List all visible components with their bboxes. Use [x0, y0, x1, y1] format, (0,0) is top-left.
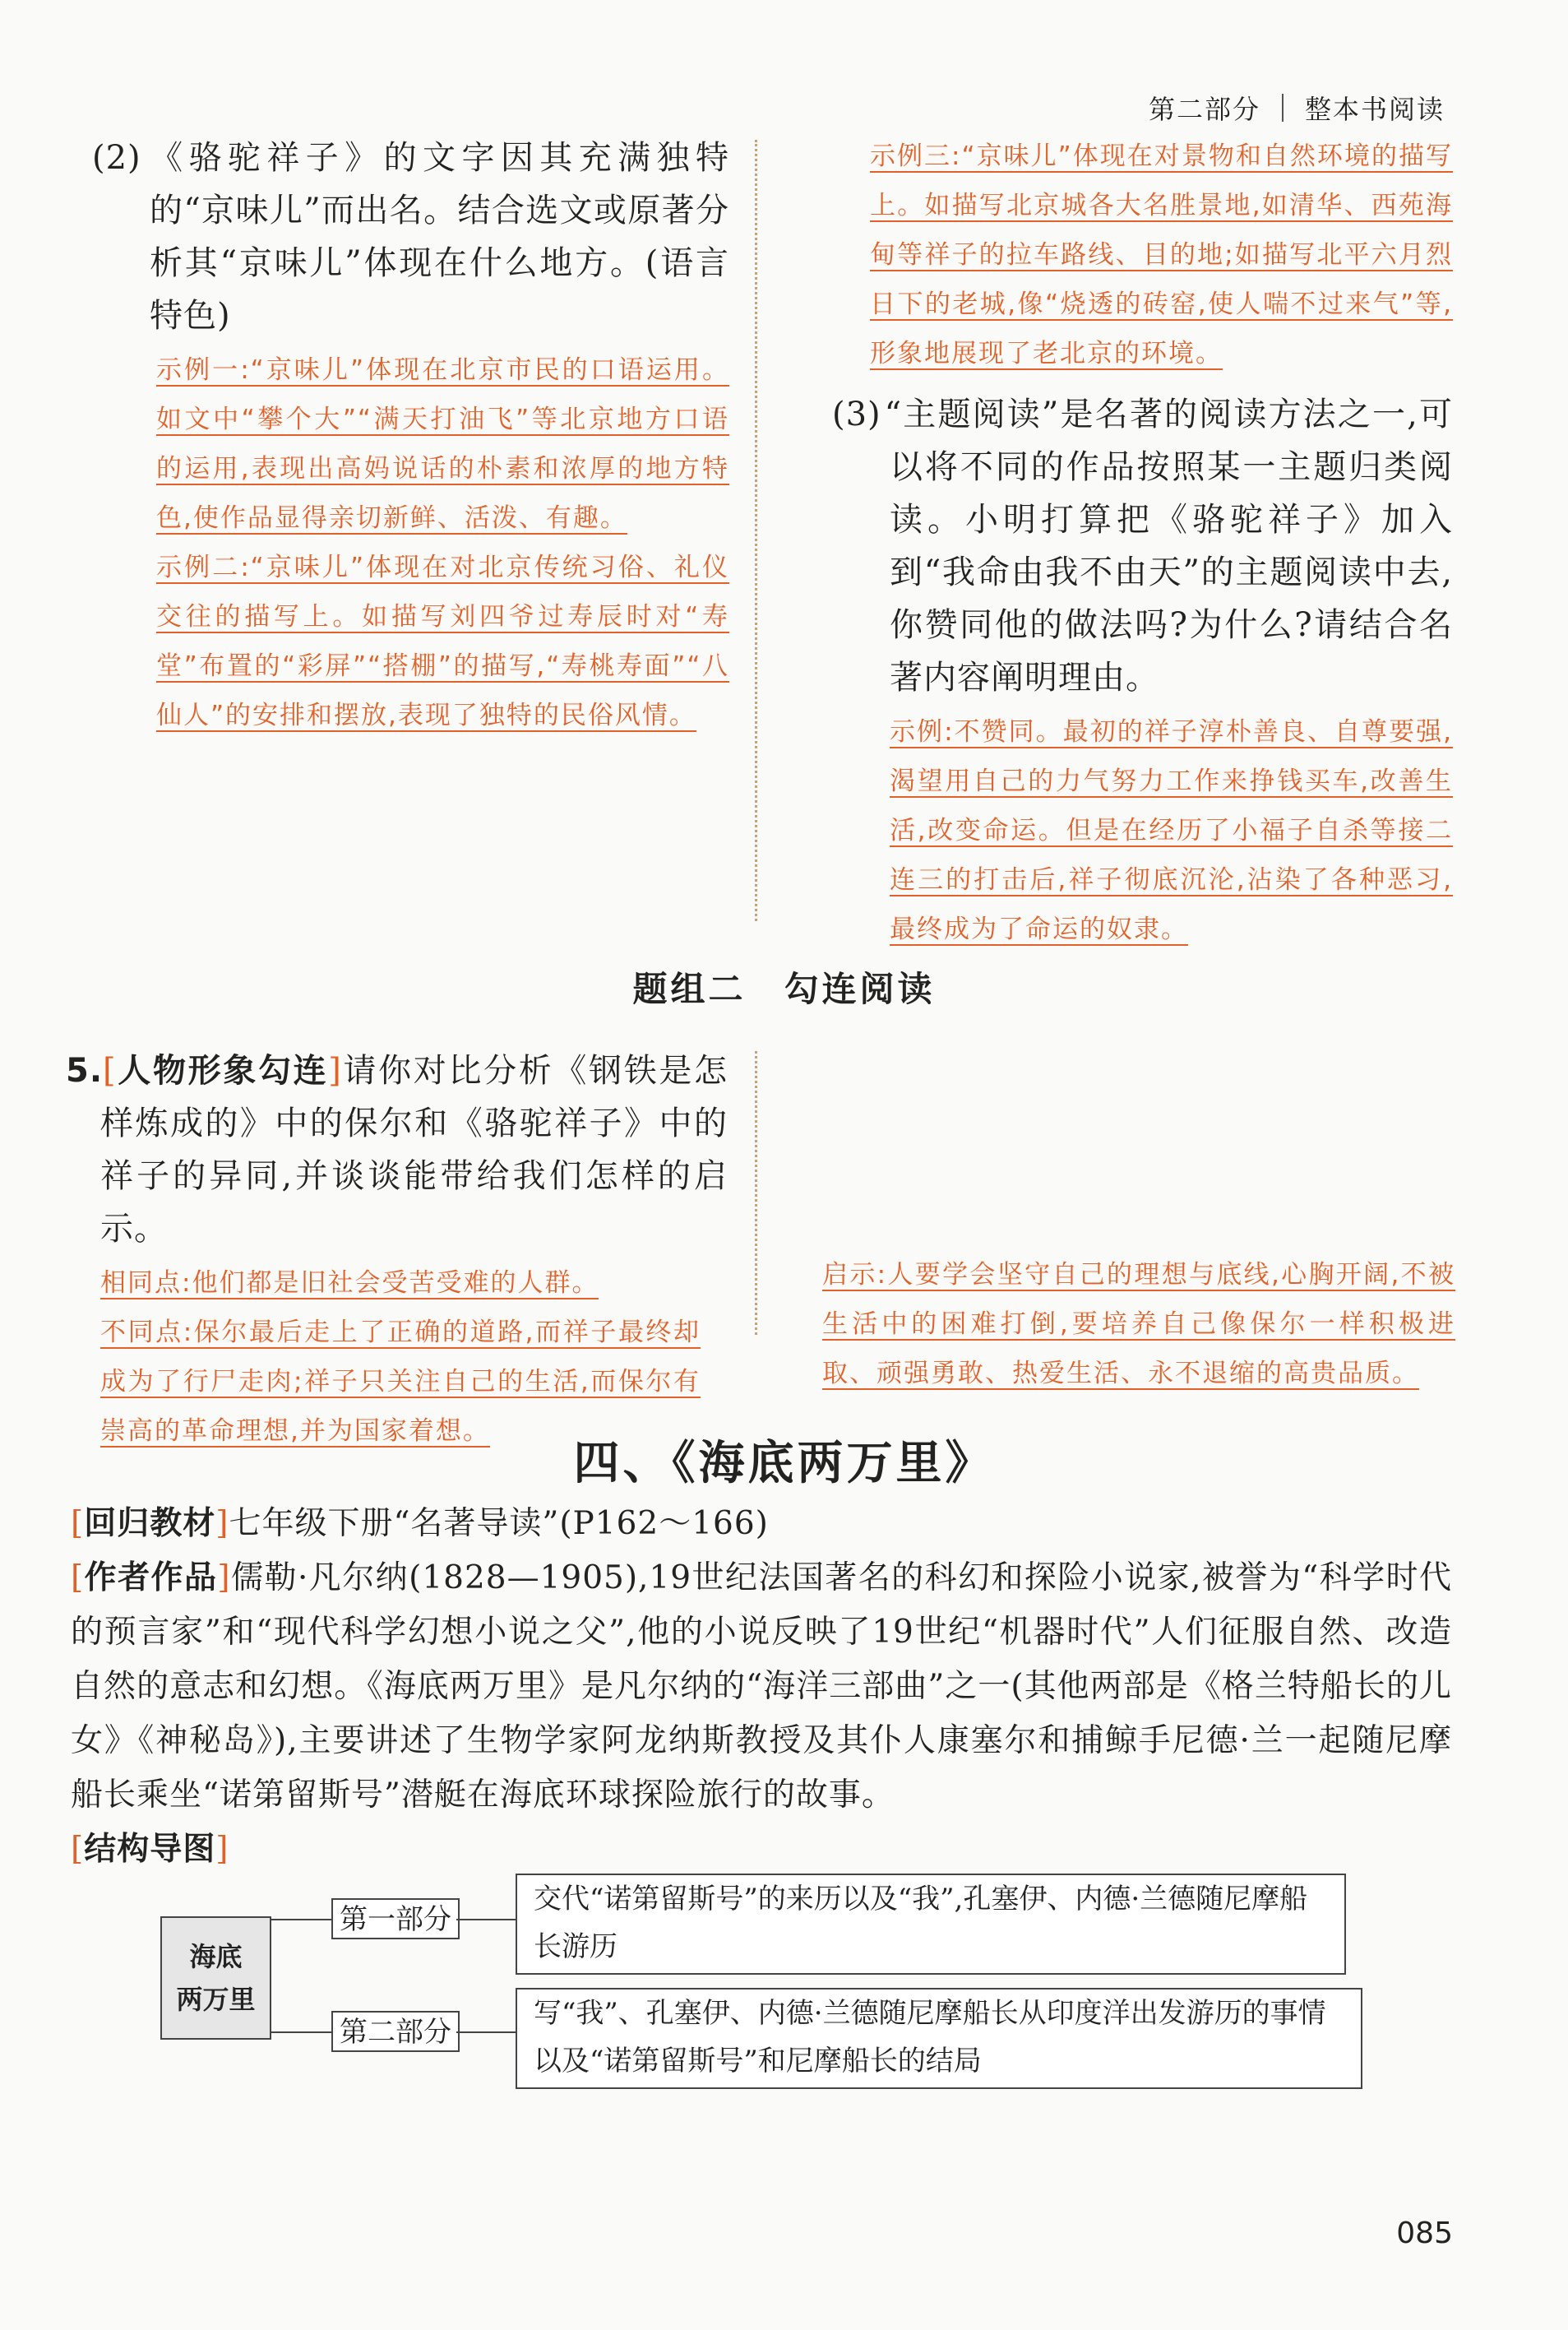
question-5 [66, 1045, 728, 1456]
answer-text: 不同点:保尔最后走上了正确的道路,而祥子最终却成为了行尸走肉;祥子只关注自己的生活,而保尔有崇高的革命理想,并为国家着想。 [100, 1318, 701, 1446]
connector-line [271, 2031, 333, 2033]
mindmap-root-line1: 海底 [189, 1941, 243, 1972]
question-3-number: (3) [832, 396, 881, 433]
question-2-answer-3 [832, 132, 1453, 378]
chapter-title: 四、《海底两万里》 [573, 1436, 995, 1490]
column-divider-mid [755, 1051, 757, 1335]
textbook-text: 七年级下册“名著导读”(P162～166) [229, 1505, 769, 1542]
connector-line [271, 1919, 333, 1920]
right-column-top [832, 132, 1453, 954]
mindmap-desc-1-text: 交代“诺第留斯号”的来历以及“我”,孔塞伊、内德·兰德随尼摩船长游历 [534, 1883, 1308, 1963]
textbook-tag: 回归教材 [84, 1505, 216, 1542]
answer-text: 示例二:“京味儿”体现在对北京传统习俗、礼仪交往的描写上。如描写刘四爷过寿辰时对“寿堂”布置的“彩屏”“搭棚”的描写,“寿桃寿面”“八仙人”的安排和摆放,表现了独特的民俗风情。 [156, 553, 729, 730]
tag-bracket: [ [103, 1052, 117, 1090]
question-2-answer-2 [92, 543, 729, 740]
question-3-answer [832, 707, 1453, 954]
connector-line [456, 1919, 516, 1920]
author-paragraph: [作者作品]儒勒·凡尔纳(1828—1905),19世纪法国著名的科幻和探险小说家,被誉为“科学时代的预言家”和“现代科学幻想小说之父”,他的小说反映了19世纪“机器时代”人们征服自然、改造自然的意志和幻想。《海底两万里》是凡尔纳的“海洋三部曲”之一(其他两部是《格兰特船长的儿女》《神秘岛》),主要讲述了生物学家阿龙纳斯教授及其仆人康塞尔和捕鲸手尼德·兰一起随尼摩船长乘坐“诺第留斯号”潜艇在海底环球探险旅行的故事。 [71, 1559, 1452, 1814]
question-5-number: 5. [66, 1052, 104, 1090]
question-2-text [92, 132, 729, 342]
question-5-right [822, 1250, 1455, 1398]
mindmap-part-2: 第二部分 [331, 2011, 460, 2052]
column-divider-top [755, 140, 757, 921]
page-header [1149, 89, 1445, 127]
intro-text [71, 1497, 1452, 1877]
question-3-text [832, 388, 1453, 704]
mindmap-desc-1 [516, 1874, 1346, 1975]
answer-text: 相同点:他们都是旧社会受苦受难的人群。 [100, 1268, 599, 1298]
question-2-number: (2) [92, 139, 141, 177]
question-5-answer-3 [822, 1250, 1455, 1398]
question-5-body: 请你对比分析《钢铁是怎样炼成的》中的保尔和《骆驼祥子》中的祥子的异同,并谈谈能带给我们怎样的启示。 [100, 1052, 728, 1248]
tag-bracket: ] [328, 1052, 342, 1090]
mindmap-desc-2-text: 写“我”、孔塞伊、内德·兰德随尼摩船长从印度洋出发游历的事情以及“诺第留斯号”和尼摩船长的结局 [534, 1997, 1326, 2078]
structure-tag: 结构导图 [84, 1831, 216, 1868]
author-text: 儒勒·凡尔纳(1828—1905),19世纪法国著名的科幻和探险小说家,被誉为“科学时代的预言家”和“现代科学幻想小说之父”,他的小说反映了19世纪“机器时代”人们征服自然、改造自然的意志和幻想。《海底两万里》是凡尔纳的“海洋三部曲”之一(其他两部是《格兰特船长的儿女》《神秘岛》),主要讲述了生物学家阿龙纳斯教授及其仆人康塞尔和捕鲸手尼德·兰一起随尼摩船长乘坐“诺第留斯号”潜艇在海底环球探险旅行的故事。 [71, 1559, 1452, 1814]
header-part: 第二部分 [1148, 94, 1260, 125]
connector-line [456, 2031, 516, 2033]
mindmap-root [160, 1916, 271, 2040]
question-5-text [66, 1045, 728, 1255]
page-number: 085 [1396, 2217, 1453, 2250]
group-2-title: 题组二 勾连阅读 [632, 969, 936, 1009]
header-separator [1282, 94, 1284, 122]
answer-text: 示例:不赞同。最初的祥子淳朴善良、自尊要强,渴望用自己的力气努力工作来挣钱买车,改善生活,改变命运。但是在经历了小福子自杀等接二连三的打击后,祥子彻底沉沦,沾染了各种恶习,最终成为了命运的奴隶。 [890, 717, 1453, 944]
mindmap-desc-2 [516, 1988, 1362, 2089]
question-2-body: 《骆驼祥子》的文字因其充满独特的“京味儿”而出名。结合选文或原著分析其“京味儿”体现在什么地方。(语言特色) [144, 139, 729, 335]
question-5-answer-1 [66, 1258, 728, 1308]
answer-text: 启示:人要学会坚守自己的理想与底线,心胸开阔,不被生活中的困难打倒,要培养自己像保尔一样积极进取、顽强勇敢、热爱生活、永不退缩的高贵品质。 [822, 1260, 1455, 1388]
question-2 [92, 132, 729, 740]
answer-text: 示例一:“京味儿”体现在北京市民的口语运用。如文中“攀个大”“满天打油飞”等北京地方口语的运用,表现出高妈说话的朴素和浓厚的地方特色,使作品显得亲切新鲜、活泼、有趣。 [156, 355, 729, 533]
question-2-answer-1 [92, 345, 729, 543]
structure-line: [结构导图] [71, 1831, 229, 1868]
textbook-line: [回归教材]七年级下册“名著导读”(P162～166) [71, 1505, 769, 1542]
question-3-body: “主题阅读”是名著的阅读方法之一,可以将不同的作品按照某一主题归类阅读。小明打算把《骆驼祥子》加入到“我命由我不由天”的主题阅读中去,你赞同他的做法吗?为什么?请结合名著内容阐明理由。 [884, 396, 1453, 697]
question-5-tag: 人物形象勾连 [116, 1052, 329, 1090]
answer-text: 示例三:“京味儿”体现在对景物和自然环境的描写上。如描写北京城各大名胜景地,如清华、西苑海甸等祥子的拉车路线、目的地;如描写北平六月烈日下的老城,像“烧透的砖窑,使人喘不过来气”等,形象地展现了老北京的环境。 [870, 141, 1453, 368]
mindmap-root-line2: 两万里 [176, 1984, 256, 2015]
author-tag: 作者作品 [84, 1559, 218, 1596]
header-section: 整本书阅读 [1304, 94, 1445, 125]
mindmap-part-1: 第一部分 [331, 1898, 460, 1939]
